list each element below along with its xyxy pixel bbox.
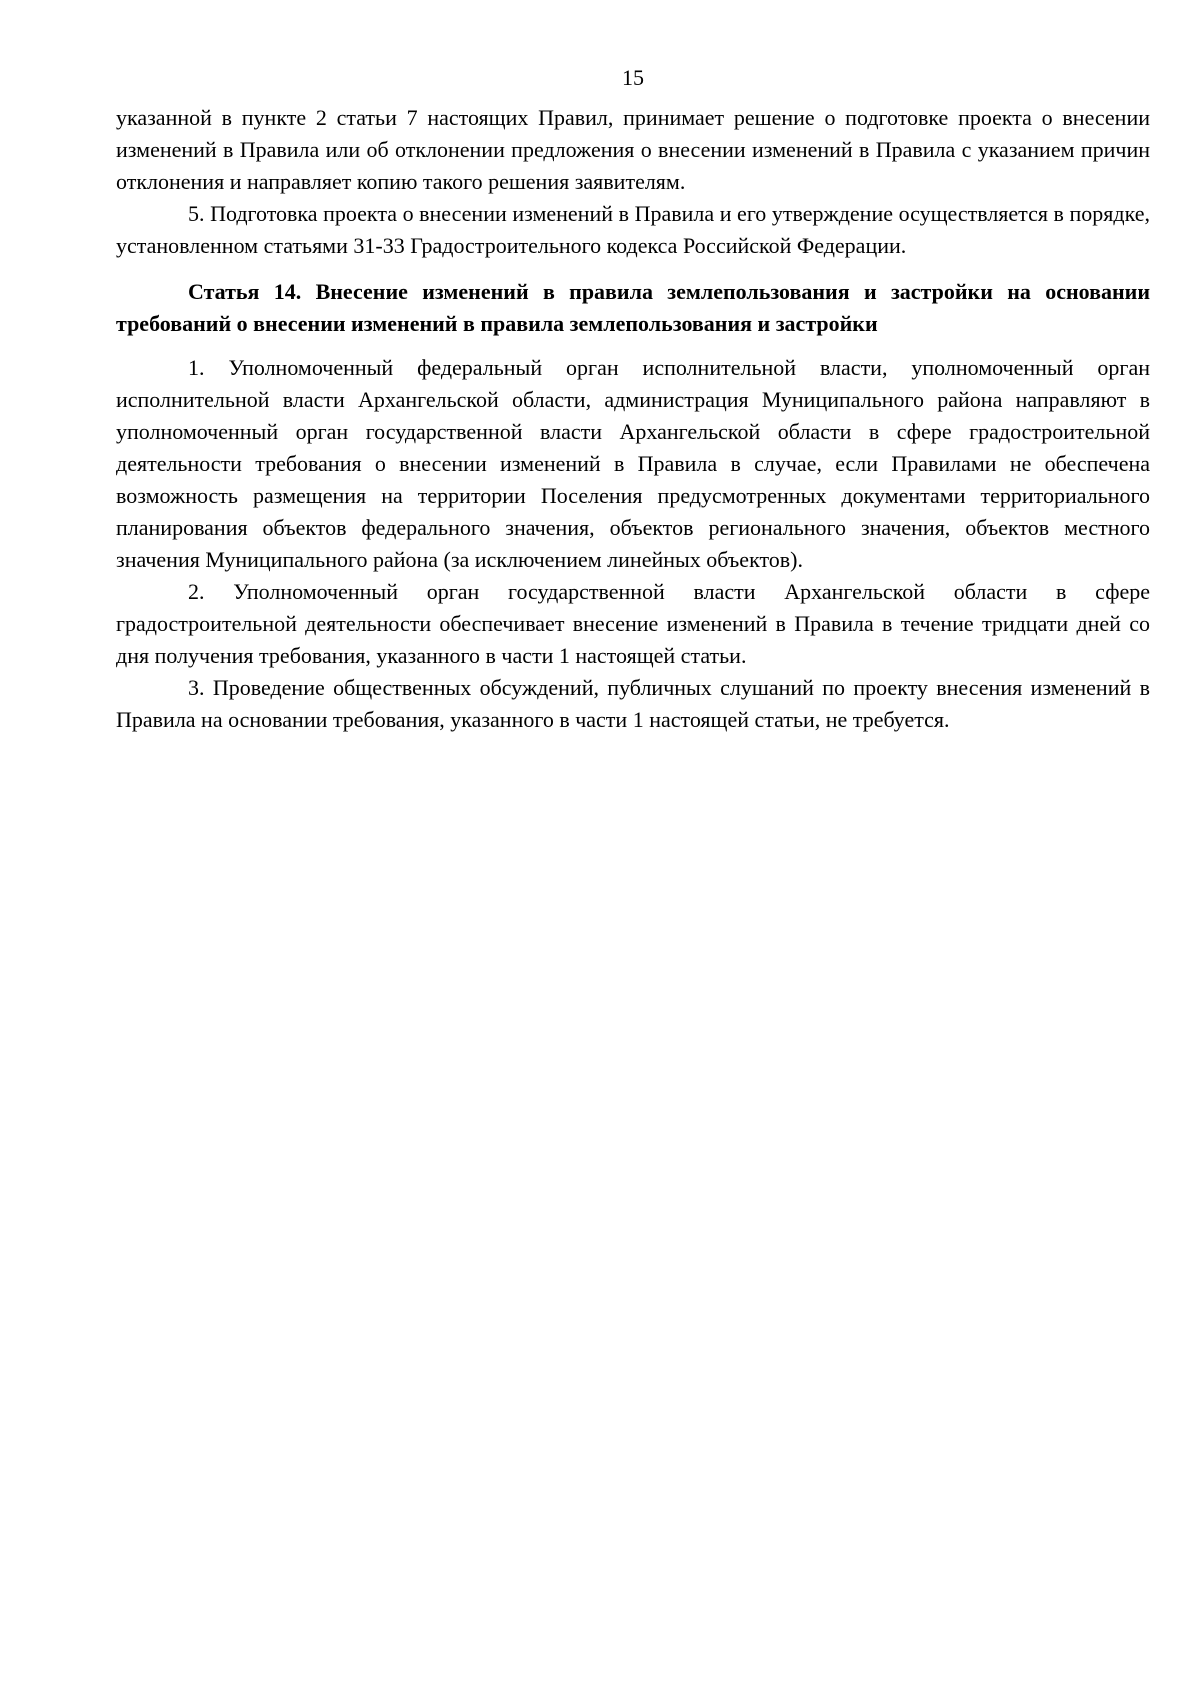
paragraph-continuation: указанной в пункте 2 статьи 7 настоящих Правил, принимает решение о подготовке проекта о внесении изменений в Правила или об отклонении предложения о внесении изменений в Правила с указанием причин отклонения и направляет копию такого решения заявителям. <box>116 105 1150 194</box>
article-14-paragraph-1: 1. Уполномоченный федеральный орган исполнительной власти, уполномоченный орган исполнительной власти Архангельской области, администрация Муниципального района направляют в уполномоченный орган государственной власти Архангельской области в сфере градостроительной деятельности требования о внесении изменений в Правила в случае, если Правилами не обеспечена возможность размещения на территории Поселения предусмотренных документами территориального планирования объектов федерального значения, объектов регионального значения, объектов местного значения Муниципального района (за исключением линейных объектов). <box>116 355 1150 572</box>
document-page <box>116 64 1150 736</box>
article-14-paragraph-3: 3. Проведение общественных обсуждений, публичных слушаний по проекту внесения изменений в Правила на основании требования, указанного в части 1 настоящей статьи, не требуется. <box>116 675 1150 732</box>
article-14-heading: Статья 14. Внесение изменений в правила землепользования и застройки на основании требований о внесении изменений в правила землепользования и застройки <box>116 279 1150 336</box>
paragraph-item-5: 5. Подготовка проекта о внесении изменений в Правила и его утверждение осуществляется в порядке, установленном статьями 31-33 Градостроительного кодекса Российской Федерации. <box>116 201 1150 258</box>
article-14-paragraph-2: 2. Уполномоченный орган государственной власти Архангельской области в сфере градостроительной деятельности обеспечивает внесение изменений в Правила в течение тридцати дней со дня получения требования, указанного в части 1 настоящей статьи. <box>116 579 1150 668</box>
page-number: 15 <box>622 65 644 90</box>
